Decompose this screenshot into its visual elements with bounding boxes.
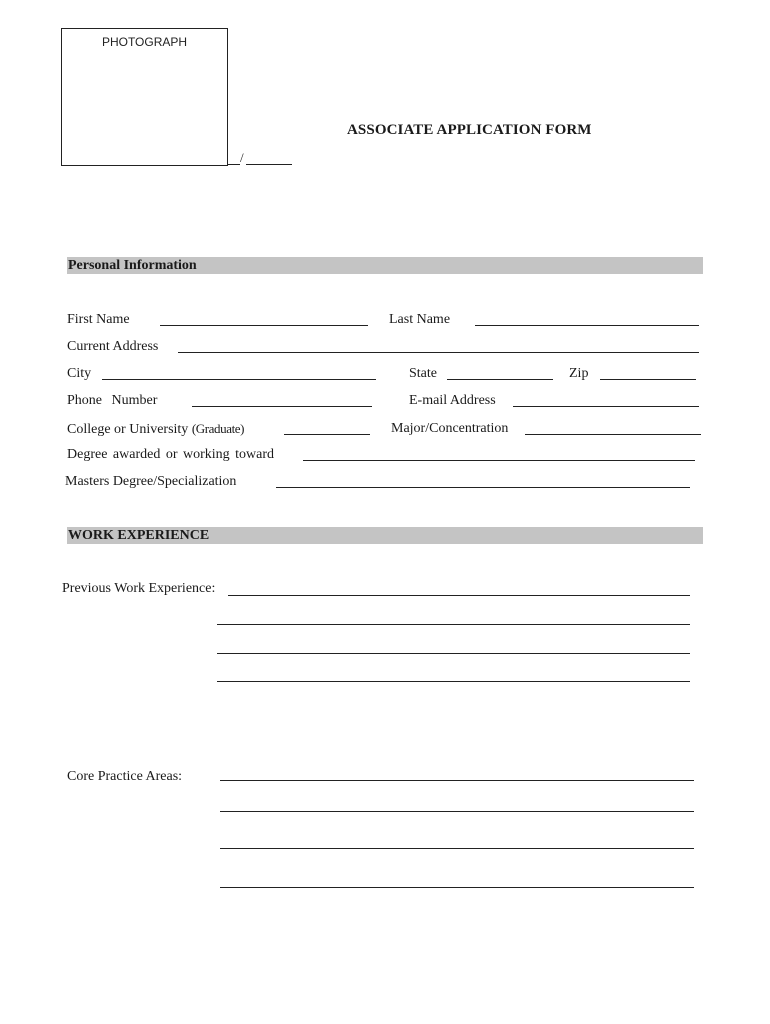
city-label: City <box>67 366 92 381</box>
previous-work-field-2[interactable] <box>217 624 690 625</box>
masters-label: Masters Degree/Specialization <box>65 474 237 489</box>
work-experience-heading: WORK EXPERIENCE <box>67 527 703 544</box>
date-separator: / <box>240 150 244 165</box>
zip-label: Zip <box>569 366 589 381</box>
current-address-field[interactable] <box>178 352 699 353</box>
major-field[interactable] <box>525 434 701 435</box>
phone-label: Phone Number <box>67 393 158 408</box>
phone-field[interactable] <box>192 406 372 407</box>
degree-label: Degree awarded or working toward <box>67 447 275 462</box>
date-line-right[interactable] <box>246 164 292 165</box>
personal-info-heading: Personal Information <box>67 257 703 274</box>
date-line-left[interactable] <box>228 164 240 165</box>
college-label-text: College or University <box>67 422 189 437</box>
last-name-label: Last Name <box>389 312 451 327</box>
current-address-label: Current Address <box>67 339 159 354</box>
photograph-box[interactable] <box>61 28 228 166</box>
previous-work-field-3[interactable] <box>217 653 690 654</box>
first-name-field[interactable] <box>160 325 368 326</box>
form-title: ASSOCIATE APPLICATION FORM <box>347 122 592 138</box>
masters-field[interactable] <box>276 487 690 488</box>
core-practice-label: Core Practice Areas: <box>67 769 183 784</box>
email-field[interactable] <box>513 406 699 407</box>
core-practice-field-4[interactable] <box>220 887 694 888</box>
city-field[interactable] <box>102 379 376 380</box>
last-name-field[interactable] <box>475 325 699 326</box>
college-label-note: (Graduate) <box>191 421 245 436</box>
previous-work-label: Previous Work Experience: <box>62 581 216 596</box>
college-field[interactable] <box>284 434 370 435</box>
college-label <box>67 421 244 438</box>
previous-work-field-4[interactable] <box>217 681 690 682</box>
core-practice-field-2[interactable] <box>220 811 694 812</box>
core-practice-field-1[interactable] <box>220 780 694 781</box>
major-label: Major/Concentration <box>391 421 509 436</box>
zip-field[interactable] <box>600 379 696 380</box>
core-practice-field-3[interactable] <box>220 848 694 849</box>
photograph-label: PHOTOGRAPH <box>101 35 188 49</box>
state-label: State <box>409 366 437 381</box>
previous-work-field-1[interactable] <box>228 595 690 596</box>
first-name-label: First Name <box>67 312 130 327</box>
email-label: E-mail Address <box>409 393 496 408</box>
degree-field[interactable] <box>303 460 695 461</box>
state-field[interactable] <box>447 379 553 380</box>
